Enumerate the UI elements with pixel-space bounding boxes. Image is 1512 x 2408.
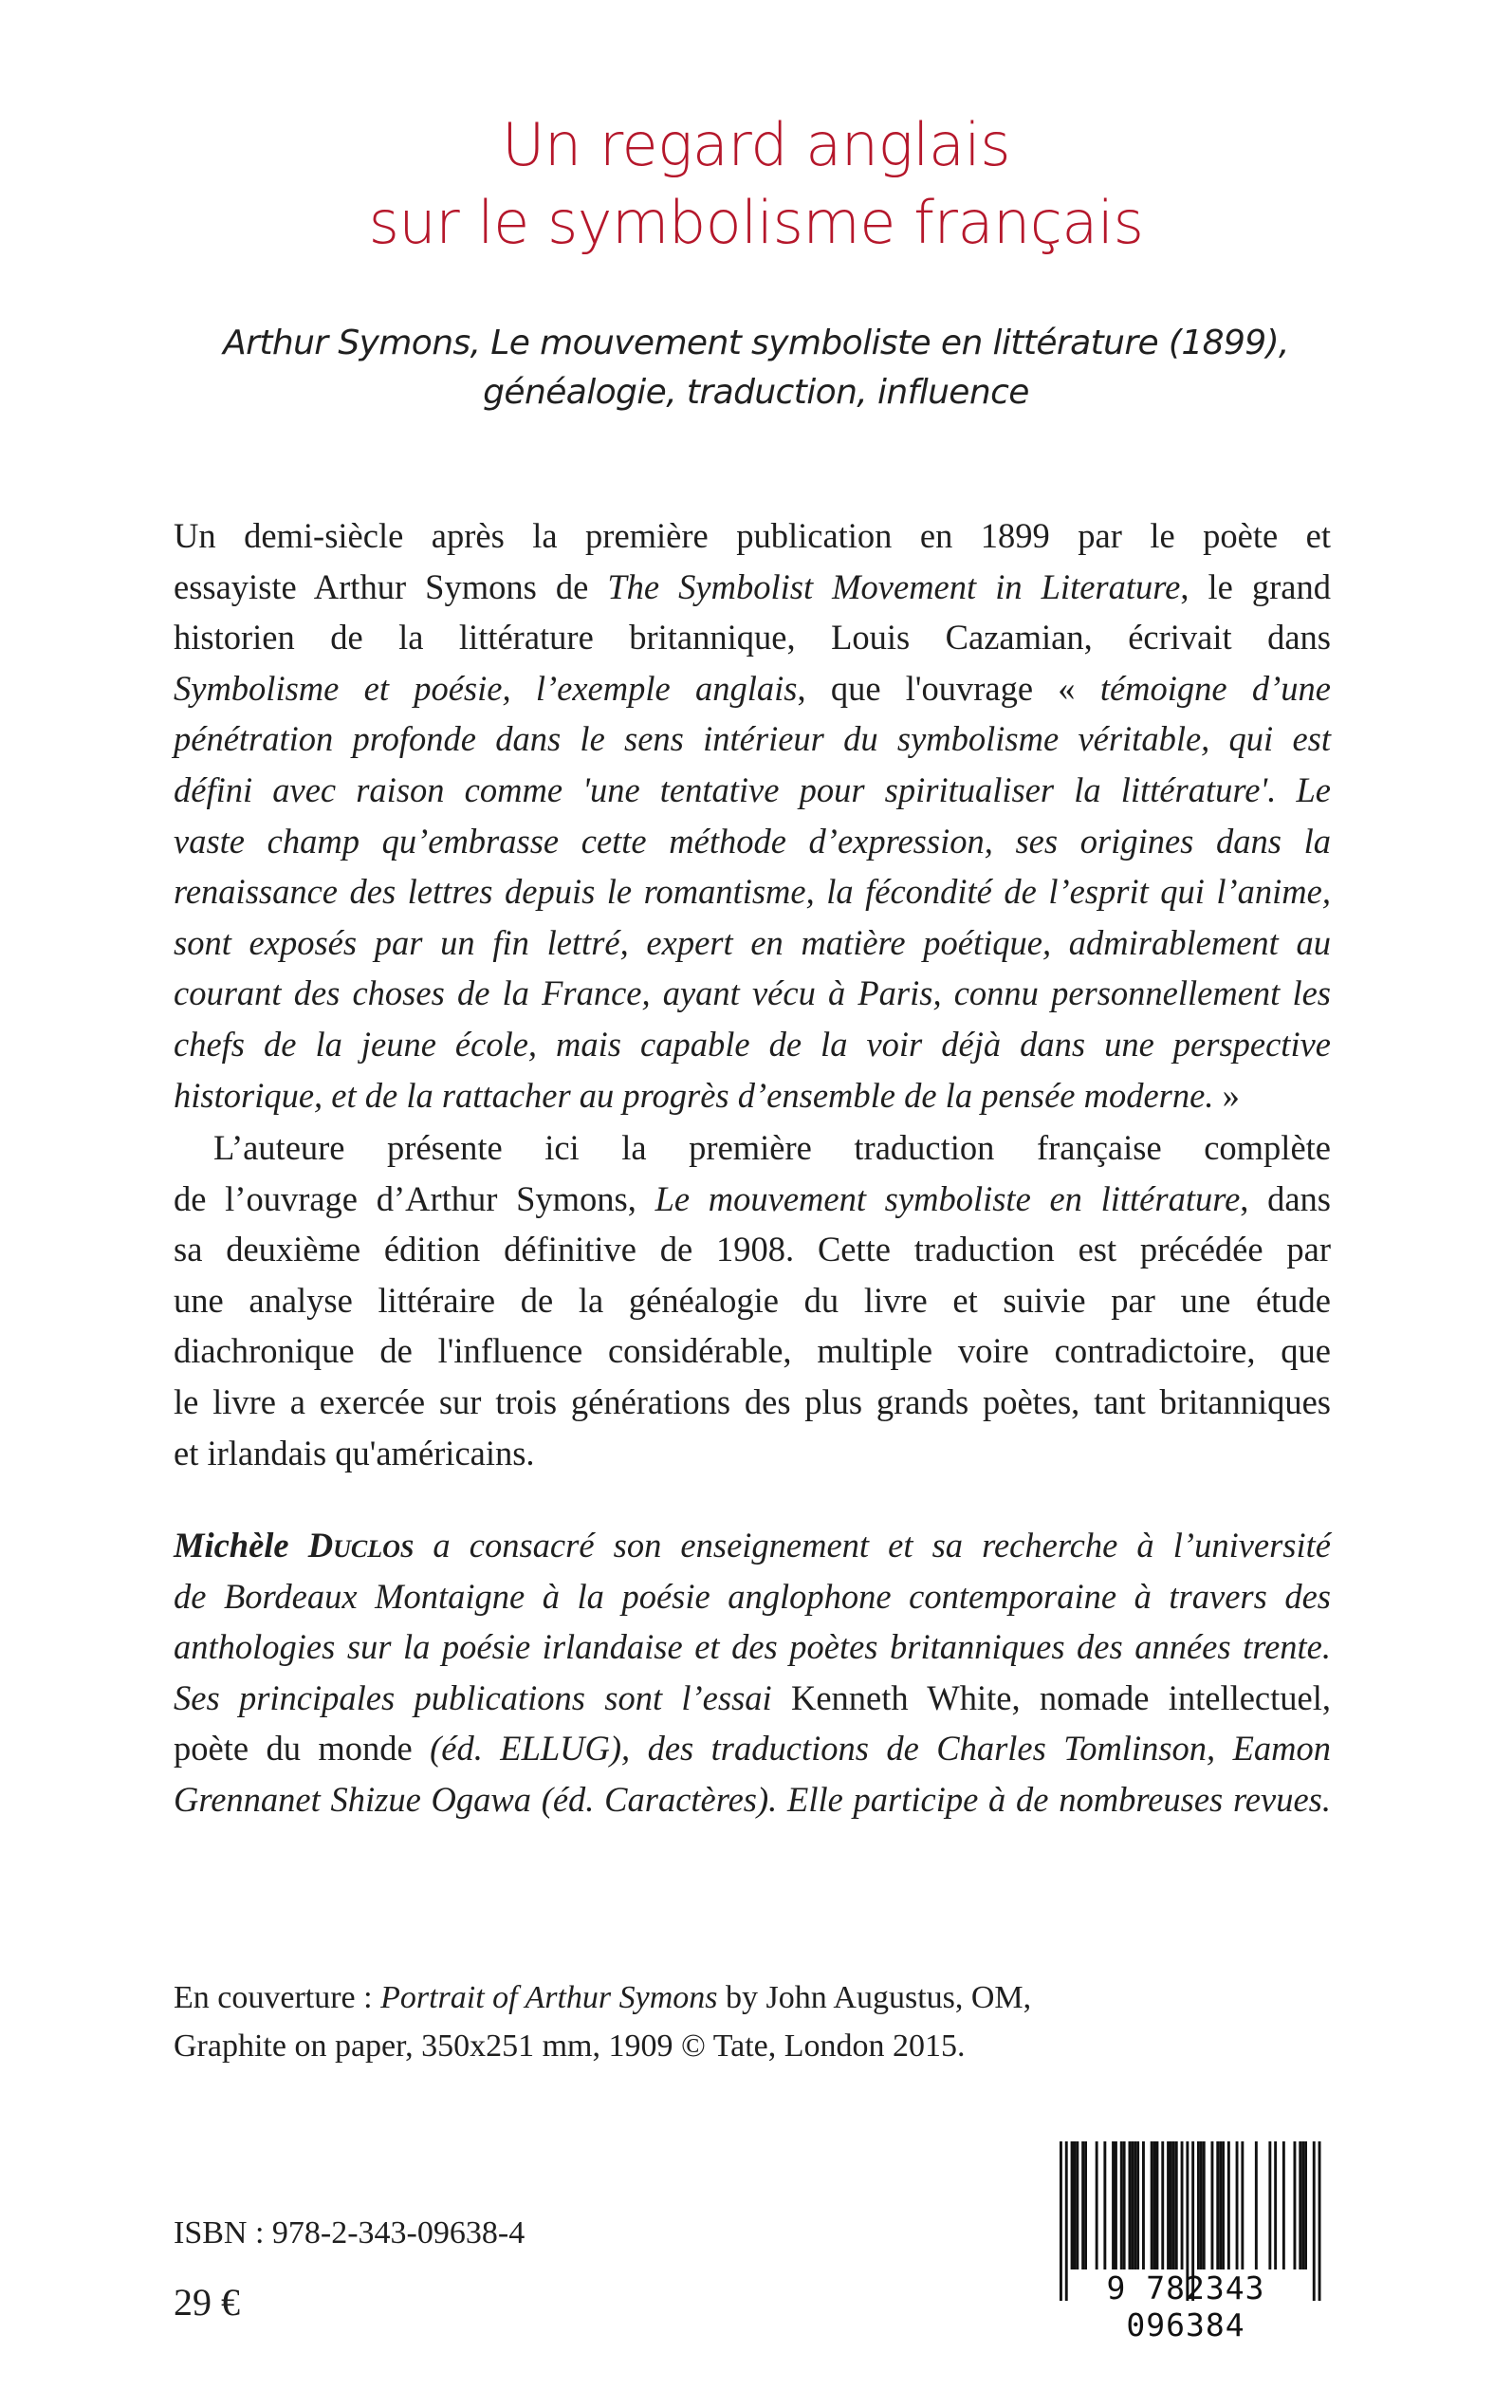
barcode-bar — [1216, 2141, 1219, 2269]
barcode-bar — [1161, 2141, 1164, 2269]
summary-paragraph-2 — [174, 1122, 1331, 1478]
barcode-bar — [1129, 2141, 1132, 2269]
barcode-bar — [1120, 2141, 1123, 2269]
barcode-bar — [1282, 2141, 1285, 2269]
barcode-bar — [1123, 2141, 1126, 2269]
credit-line-2: Graphite on paper, 350x251 mm, 1909 © Tate, London 2015. — [174, 2028, 966, 2064]
p1-line: sont exposés par un fin lettré, expert en matière poétique, admirablement au — [174, 922, 1331, 962]
title-line-2: sur le symbolisme français — [368, 188, 1144, 257]
author-bio — [174, 1520, 1331, 1825]
p1-line: renaissance des lettres depuis le romantisme, la fécondité de l’esprit qui l’anime, — [174, 872, 1331, 912]
barcode-bar — [1076, 2141, 1079, 2269]
p1-line: essayiste Arthur Symons de The Symbolist Movement in Literature, le grand — [174, 566, 1331, 606]
barcode-bar — [1294, 2141, 1297, 2269]
barcode-bar — [1219, 2141, 1222, 2269]
p1-line: défini avec raison comme 'une tentative pour spiritualiser la littérature'. Le — [174, 769, 1331, 809]
p1-line: historique, et de la rattacher au progrès d’ensemble de la pensée moderne. » — [174, 1075, 1240, 1115]
barcode-bar — [1236, 2141, 1239, 2269]
barcode-digits: 9 782343 096384 — [1106, 2269, 1265, 2343]
barcode-bar — [1227, 2141, 1230, 2269]
p2-line: L’auteure présente ici la première traduction française complète — [213, 1128, 1331, 1167]
subtitle-line-1: Arthur Symons, Le mouvement symboliste en littérature (1899), — [223, 324, 1289, 362]
p2-line: de l’ouvrage d’Arthur Symons, Le mouvement symboliste en littérature, dans — [174, 1178, 1332, 1218]
bio-line: poète du monde (éd. ELLUG), des traductions de Charles Tomlinson, Eamon — [174, 1729, 1331, 1769]
barcode-bar — [1301, 2141, 1304, 2269]
barcode-bar — [1112, 2141, 1115, 2269]
isbn: ISBN : 978-2-343-09638-4 — [174, 2215, 526, 2251]
credit-line-1: En couverture : Portrait of Arthur Symons by John Augustus, OM, — [174, 1980, 1032, 2015]
barcode-bar — [1115, 2141, 1117, 2269]
barcode-bar — [1084, 2141, 1087, 2269]
barcode-bar — [1134, 2141, 1136, 2269]
bio-line: Ses principales publications sont l’essai Kenneth White, nomade intellectuel, — [174, 1677, 1331, 1717]
barcode-bar — [1200, 2141, 1203, 2269]
barcode-bar — [1151, 2141, 1153, 2269]
barcode-bar — [1071, 2141, 1074, 2269]
barcode-bar — [1074, 2141, 1077, 2269]
barcode-bar — [1172, 2141, 1175, 2269]
barcode-bar — [1274, 2141, 1277, 2269]
barcode-bar — [1156, 2141, 1159, 2269]
book-title — [0, 106, 1512, 262]
bio-line: Michèle Duclos a consacré son enseignement et sa recherche à l’université — [174, 1526, 1331, 1565]
barcode-bar — [1136, 2141, 1139, 2269]
subtitle-line-2: généalogie, traduction, influence — [483, 373, 1029, 412]
p2-line: diachronique de l'influence considérable, multiple voire contradictoire, que — [174, 1331, 1331, 1371]
p1-line: historien de la littérature britannique, Louis Cazamian, écrivait dans — [174, 618, 1331, 658]
title-line-1: Un regard anglais — [501, 110, 1011, 179]
barcode-bar — [1203, 2141, 1206, 2269]
p1-line: courant des choses de la France, ayant vécu à Paris, connu personnellement les — [174, 973, 1331, 1013]
p2-line: et irlandais qu'américains. — [174, 1433, 535, 1473]
barcode-bar — [1241, 2141, 1244, 2269]
barcode-bar — [1103, 2141, 1106, 2269]
barcode-bar — [1142, 2141, 1145, 2269]
barcode-bar — [1081, 2141, 1084, 2269]
barcode-bar — [1181, 2141, 1184, 2269]
summary-paragraph-1 — [174, 510, 1331, 1121]
barcode-bar — [1255, 2141, 1258, 2269]
barcode-bar — [1167, 2141, 1170, 2269]
bio-line: Grennanet Shizue Ogawa (éd. Caractères). Elle participe à de nombreuses revues. — [174, 1779, 1331, 1819]
barcode-bar — [1175, 2141, 1178, 2269]
barcode-bar — [1131, 2141, 1134, 2269]
p2-line: une analyse littéraire de la généalogie du livre et suivie par une étude — [174, 1280, 1331, 1320]
barcode-bar — [1211, 2141, 1214, 2269]
barcode-bar — [1153, 2141, 1156, 2269]
barcode-bar — [1170, 2141, 1172, 2269]
p2-line: sa deuxième édition définitive de 1908. Cette traduction est précédée par — [174, 1230, 1331, 1269]
p2-line: le livre a exercée sur trois générations des plus grands poètes, tant britanniques — [174, 1381, 1331, 1421]
author-name-last: Duclos — [307, 1526, 415, 1565]
bio-line: de Bordeaux Montaigne à la poésie anglophone contemporaine à travers des — [174, 1576, 1331, 1616]
barcode-bar — [1197, 2141, 1200, 2269]
author-name-first: Michèle — [174, 1526, 308, 1565]
p1-line: pénétration profonde dans le sens intérieur du symbolisme véritable, qui est — [174, 719, 1331, 759]
book-subtitle — [0, 319, 1512, 417]
p1-line: Un demi-siècle après la première publication en 1899 par le poète et — [174, 516, 1331, 555]
barcode-bar — [1096, 2141, 1098, 2269]
barcode-bar — [1222, 2141, 1225, 2269]
p1-line: vaste champ qu’embrasse cette méthode d’expression, ses origines dans la — [174, 821, 1331, 861]
barcode-bar — [1304, 2141, 1307, 2269]
p1-line: Symbolisme et poésie, l’exemple anglais, que l'ouvrage « témoigne d’une — [174, 668, 1331, 708]
p1-line: chefs de la jeune école, mais capable de la voir déjà dans une perspective — [174, 1024, 1331, 1064]
price: 29 € — [174, 2281, 240, 2324]
bio-line: anthologies sur la poésie irlandaise et des poètes britanniques des années trente. — [174, 1627, 1331, 1667]
barcode-bar — [1299, 2141, 1301, 2269]
cover-credit — [174, 1973, 1122, 2070]
barcode-bar — [1268, 2141, 1271, 2269]
